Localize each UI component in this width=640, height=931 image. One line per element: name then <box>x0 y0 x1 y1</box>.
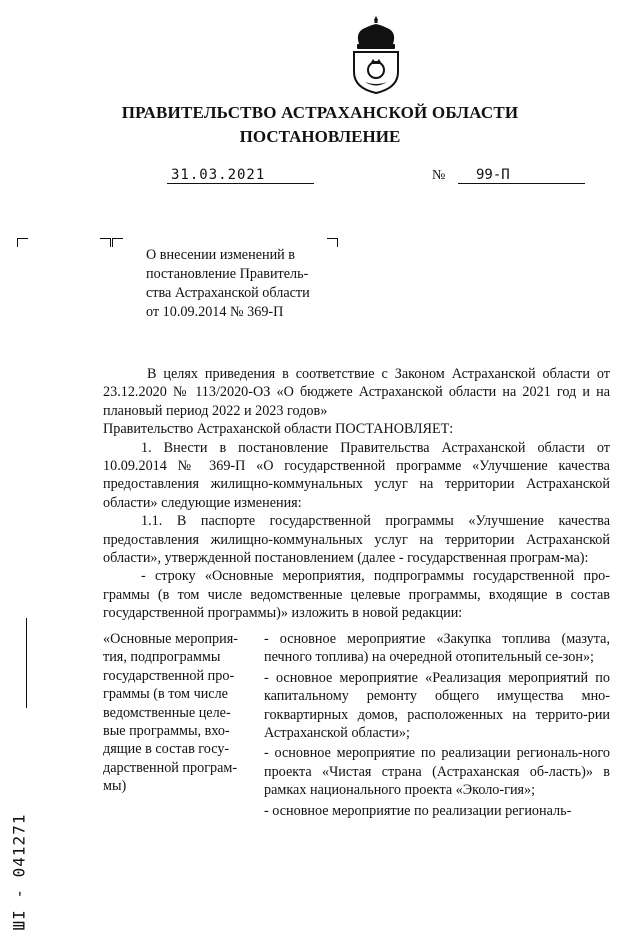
stamp-line <box>26 618 27 708</box>
document-body <box>103 365 610 623</box>
serial-number: ШI - 041271 <box>9 813 29 931</box>
serial-stamp <box>9 618 36 931</box>
table-right-cell <box>264 630 610 822</box>
table-right-item: - основное мероприятие «Реализация мероприятий по капитальному ремонту общего имущества мно-гоквартирных домов, расположенных на террито-рии Астраханской области»; <box>264 669 610 742</box>
table-right-item: - основное мероприятие «Закупка топлива (мазута, печного топлива) на очередной отопительный се-зон»; <box>264 631 610 666</box>
table-right-item: - основное мероприятие по реализации региональ-ного проекта «Чистая страна (Астраханская об-ласть)» в рамках национального проекта «Эколо-гия»; <box>264 745 610 799</box>
document-number: 99-П <box>458 167 585 184</box>
government-title: ПРАВИТЕЛЬСТВО АСТРАХАНСКОЙ ОБЛАСТИ <box>121 103 519 122</box>
subject-line: от 10.09.2014 № 369-П <box>146 304 284 320</box>
crown-icon <box>357 16 395 49</box>
subject-line: постановление Правитель- <box>146 266 309 282</box>
body-paragraph: - строку «Основные мероприятия, подпрограммы государственной про-граммы (в том числе ведомственные целевые программы, входящие в состав государственной программы)» изложить в новой редакции: <box>103 568 610 622</box>
body-paragraph: 1. Внести в постановление Правительства Астраханской области от 10.09.2014 № 369-П «О государственной программе «Улучшение качества предоставления жилищно-коммунальных услуг на территории Астраханской области» следующие изменения: <box>103 439 610 511</box>
table-right-item: - основное мероприятие по реализации региональ- <box>264 802 572 819</box>
table-left-text: «Основные мероприя-тия, подпрограммы государственной про-граммы (в том числе ведомственные целе-вые программы, вхо-дящие в состав госу-дарственной програм-мы) <box>103 631 238 795</box>
subject-line: О внесении изменений в <box>146 247 296 263</box>
corner-bracket-mid-a <box>100 238 111 247</box>
corner-bracket-left <box>17 238 28 247</box>
body-paragraph: 1.1. В паспорте государственной программы «Улучшение качества предоставления жилищно-коммунальных услуг на территории Астраханской области», утвержденной постановлением (далее - государственная програм-ма): <box>103 513 610 567</box>
body-paragraph: В целях приведения в соответствие с Законом Астраханской области от 23.12.2020 № 113/2020-ОЗ «О бюджете Астраханской области на 2021 год и на плановый период 2022 и 2023 годов» <box>103 366 610 419</box>
shield-icon <box>354 52 398 93</box>
document-type-title: ПОСТАНОВЛЕНИЕ <box>239 127 401 146</box>
number-sign: № <box>432 168 446 183</box>
document-date: 31.03.2021 <box>167 167 314 184</box>
coat-of-arms-emblem <box>345 14 407 94</box>
document-subject <box>146 246 328 322</box>
table-left-cell <box>103 630 253 796</box>
body-paragraph: Правительство Астраханской области ПОСТАНОВЛЯЕТ: <box>103 421 454 438</box>
corner-bracket-right <box>327 238 338 247</box>
corner-bracket-mid-b <box>112 238 123 247</box>
subject-line: ства Астраханской области <box>146 285 310 301</box>
